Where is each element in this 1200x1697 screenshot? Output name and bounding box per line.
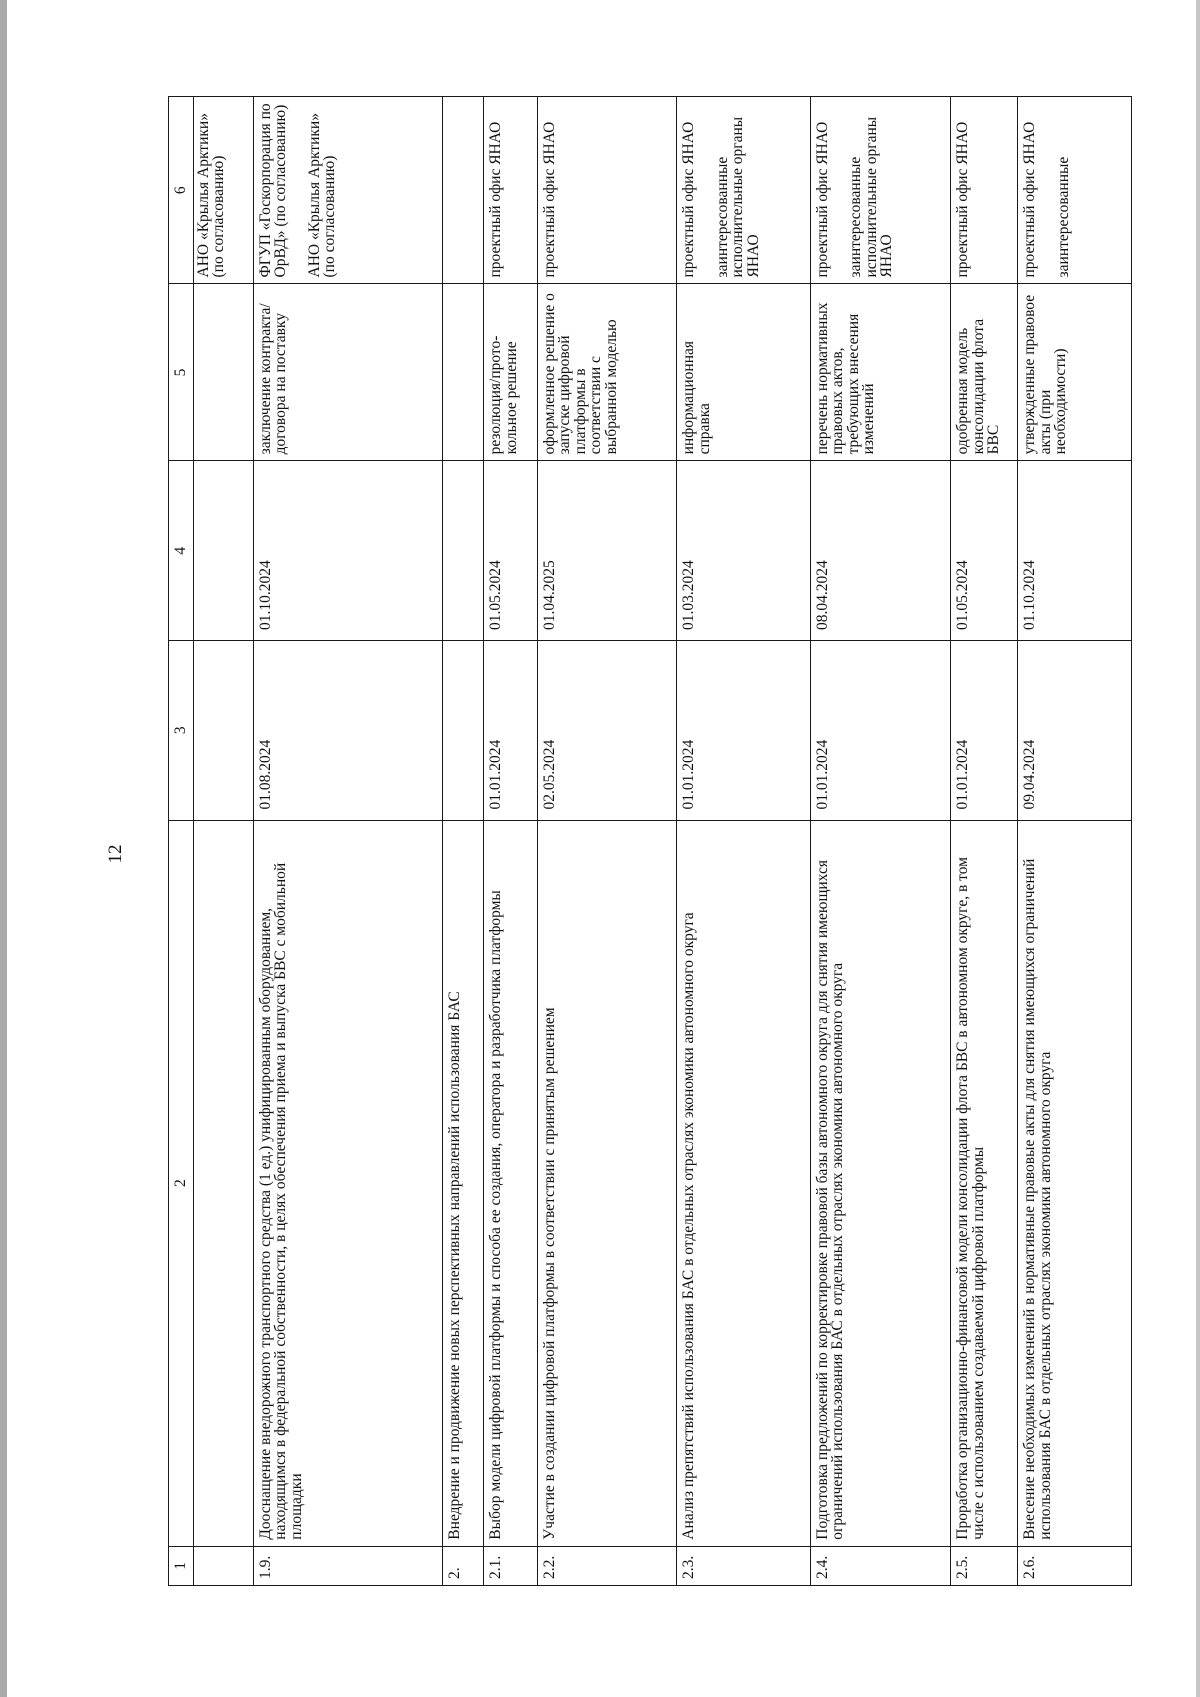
row-start-date: 02.05.2024 — [537, 640, 676, 820]
row-number: 2.4. — [810, 1546, 950, 1585]
row-end-date — [193, 461, 253, 641]
row-start-date: 01.08.2024 — [253, 640, 442, 820]
table-row — [193, 97, 253, 1586]
row-start-date: 01.01.2024 — [951, 640, 1018, 820]
row-result: одобренная модель консолидации флота БВС — [951, 284, 1018, 461]
row-responsible — [443, 97, 484, 284]
row-number: 2.2. — [537, 1546, 676, 1585]
table-row — [253, 97, 442, 1586]
responsible-primary: АНО «Крылья Арктики» (по согласованию) — [194, 113, 228, 278]
row-number: 2. — [443, 1546, 484, 1585]
row-description: Участие в создании цифровой платформы в соответствии с принятым решением — [537, 820, 676, 1546]
responsible-primary: проектный офис ЯНАО — [813, 121, 831, 278]
row-result: оформленное решение о запуске цифровой платформы в соответствии с выбранной моделью — [537, 284, 676, 461]
scan-edge-left — [0, 0, 7, 1697]
responsible-secondary: заинтересованные исполнительные органы ЯНАО — [713, 116, 762, 278]
row-description: Проработка организационно-финансовой модели консолидации флота БВС в автономном округе, в том числе с использованием создаваемой цифровой платформы — [951, 820, 1018, 1546]
row-start-date: 01.01.2024 — [484, 640, 538, 820]
row-end-date: 01.03.2024 — [677, 461, 811, 641]
table-row — [537, 97, 676, 1586]
col-header-6: 6 — [169, 97, 194, 284]
table-row — [810, 97, 950, 1586]
row-responsible — [677, 97, 811, 284]
row-result — [443, 284, 484, 461]
row-end-date: 01.05.2024 — [951, 461, 1018, 641]
row-description: Подготовка предложений по корректировке правовой базы автономного округа для снятия имеющихся ограничений использования БАС в отдельных отраслях экономики автономного округа — [810, 820, 950, 1546]
row-responsible: проектный офис ЯНАО — [484, 97, 538, 284]
row-start-date — [443, 640, 484, 820]
page-number: 12 — [105, 844, 126, 864]
row-result: заключение контракта/договора на поставку — [253, 284, 442, 461]
row-number: 2.6. — [1018, 1546, 1132, 1585]
responsible-gap — [830, 103, 848, 277]
responsible-gap — [697, 103, 715, 277]
row-start-date: 01.01.2024 — [810, 640, 950, 820]
table-row — [677, 97, 811, 1586]
row-start-date — [193, 640, 253, 820]
row-result: резолюция/прото-кольное решение — [484, 284, 538, 461]
row-description — [193, 820, 253, 1546]
responsible-primary: проектный офис ЯНАО — [1021, 121, 1039, 278]
responsible-primary: проектный офис ЯНАО — [680, 121, 698, 278]
row-responsible — [1018, 97, 1132, 284]
row-number: 2.3. — [677, 1546, 811, 1585]
row-end-date — [443, 461, 484, 641]
row-end-date: 01.10.2024 — [253, 461, 442, 641]
responsible-secondary: заинтересованные — [1054, 156, 1072, 278]
row-end-date: 08.04.2024 — [810, 461, 950, 641]
row-responsible — [193, 97, 253, 284]
row-number: 2.1. — [484, 1546, 538, 1585]
row-description: Внедрение и продвижение новых перспективных направлений использования БАС — [443, 820, 484, 1546]
row-responsible — [253, 97, 442, 284]
row-end-date: 01.10.2024 — [1018, 461, 1132, 641]
row-end-date: 01.04.2025 — [537, 461, 676, 641]
row-description: Внесение необходимых изменений в нормативные правовые акты для снятия имеющихся ограничений использования БАС в отдельных отраслях экономики автономного округа — [1018, 820, 1132, 1546]
responsible-gap — [289, 103, 307, 277]
responsible-secondary: АНО «Крылья Арктики» (по согласованию) — [305, 113, 339, 278]
col-header-5: 5 — [169, 284, 194, 461]
row-start-date: 01.01.2024 — [677, 640, 811, 820]
row-result — [193, 284, 253, 461]
col-header-1: 1 — [169, 1546, 194, 1585]
row-description: Дооснащение внедорожного транспортного средства (1 ед.) унифицированным оборудованием, находящимся в федеральной собственности, в целях обеспечения приема и выпуска БВС с мобильной площадки — [253, 820, 442, 1546]
row-number: 1.9. — [253, 1546, 442, 1585]
scan-edge-right — [1196, 0, 1200, 1697]
table-row — [484, 97, 538, 1586]
row-number: 2.5. — [951, 1546, 1018, 1585]
row-end-date: 01.05.2024 — [484, 461, 538, 641]
col-header-4: 4 — [169, 461, 194, 641]
row-start-date: 09.04.2024 — [1018, 640, 1132, 820]
responsible-primary: ФГУП «Госкорпорация по ОрВД» (по согласованию) — [256, 103, 290, 278]
table-row — [951, 97, 1018, 1586]
table-row — [443, 97, 484, 1586]
row-result: информационная справка — [677, 284, 811, 461]
column-header-row — [169, 97, 194, 1586]
responsible-secondary: заинтересованные исполнительные органы ЯНАО — [847, 116, 896, 278]
row-number — [193, 1546, 253, 1585]
row-responsible — [810, 97, 950, 284]
row-result: перечень нормативных правовых актов, требующих внесения изменений — [810, 284, 950, 461]
row-description: Выбор модели цифровой платформы и способа ее создания, оператора и разработчика платформы — [484, 820, 538, 1546]
row-description: Анализ препятствий использования БАС в отдельных отраслях экономики автономного округа — [677, 820, 811, 1546]
row-responsible: проектный офис ЯНАО — [537, 97, 676, 284]
responsible-gap — [1038, 103, 1056, 277]
col-header-2: 2 — [169, 820, 194, 1546]
plan-table — [168, 96, 1132, 1586]
rotated-document — [168, 96, 1132, 1586]
table-row — [1018, 97, 1132, 1586]
col-header-3: 3 — [169, 640, 194, 820]
row-result: утвержденные правовое акты (при необходимости) — [1018, 284, 1132, 461]
row-responsible: проектный офис ЯНАО — [951, 97, 1018, 284]
